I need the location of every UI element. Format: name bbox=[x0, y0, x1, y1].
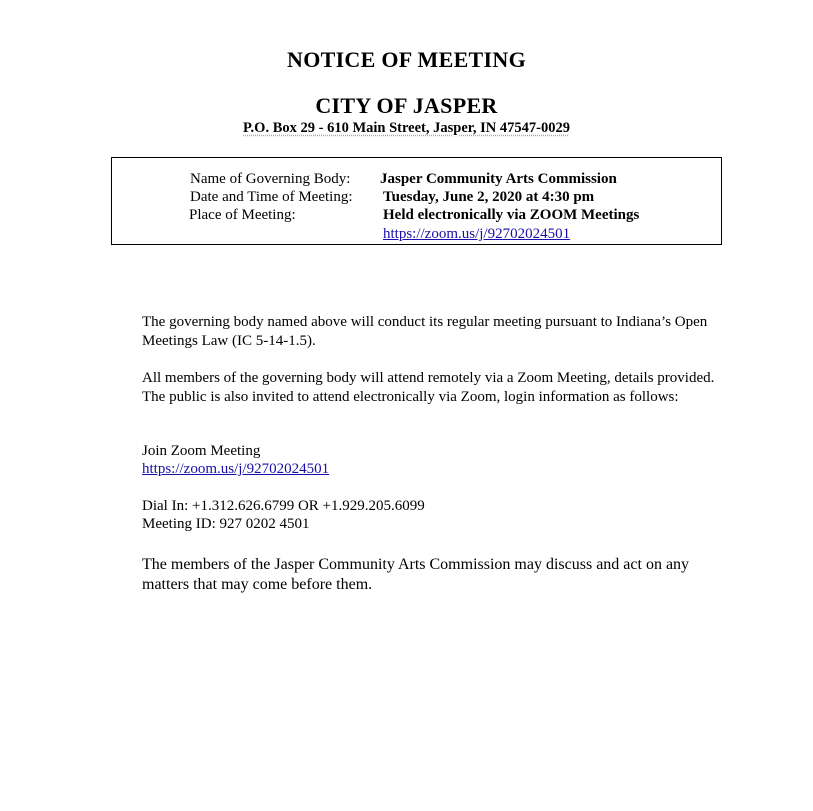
place-label: Place of Meeting: bbox=[189, 207, 296, 223]
governing-body-value: Jasper Community Arts Commission bbox=[380, 171, 617, 187]
join-zoom-link[interactable]: https://zoom.us/j/92702024501 bbox=[142, 461, 330, 477]
city-address: P.O. Box 29 - 610 Main Street, Jasper, IN 47547-0029 bbox=[243, 120, 570, 136]
meeting-details-box bbox=[111, 157, 722, 245]
notice-title: NOTICE OF MEETING bbox=[287, 47, 526, 72]
closing-statement: The members of the Jasper Community Arts Commission may discuss and act on any matters that may come before them. bbox=[142, 556, 690, 593]
governing-body-label: Name of Governing Body: bbox=[190, 171, 351, 187]
place-zoom-link[interactable]: https://zoom.us/j/92702024501 bbox=[383, 226, 571, 242]
meeting-id: Meeting ID: 927 0202 4501 bbox=[142, 516, 310, 532]
dial-in-numbers: Dial In: +1.312.626.6799 OR +1.929.205.6099 bbox=[142, 498, 425, 514]
join-zoom-label: Join Zoom Meeting bbox=[142, 443, 261, 459]
place-value: Held electronically via ZOOM Meetings bbox=[383, 207, 640, 223]
paragraph-meeting-purpose: The governing body named above will conduct its regular meeting pursuant to Indiana’s Open Meetings Law (IC 5-14-1.5). bbox=[142, 314, 708, 349]
date-time-label: Date and Time of Meeting: bbox=[190, 189, 353, 205]
city-title: CITY OF JASPER bbox=[315, 93, 498, 118]
paragraph-remote-attendance: All members of the governing body will attend remotely via a Zoom Meeting, details provided. The public is also invited to attend electronically via Zoom, login information as follows: bbox=[142, 370, 715, 405]
date-time-value: Tuesday, June 2, 2020 at 4:30 pm bbox=[383, 189, 595, 205]
